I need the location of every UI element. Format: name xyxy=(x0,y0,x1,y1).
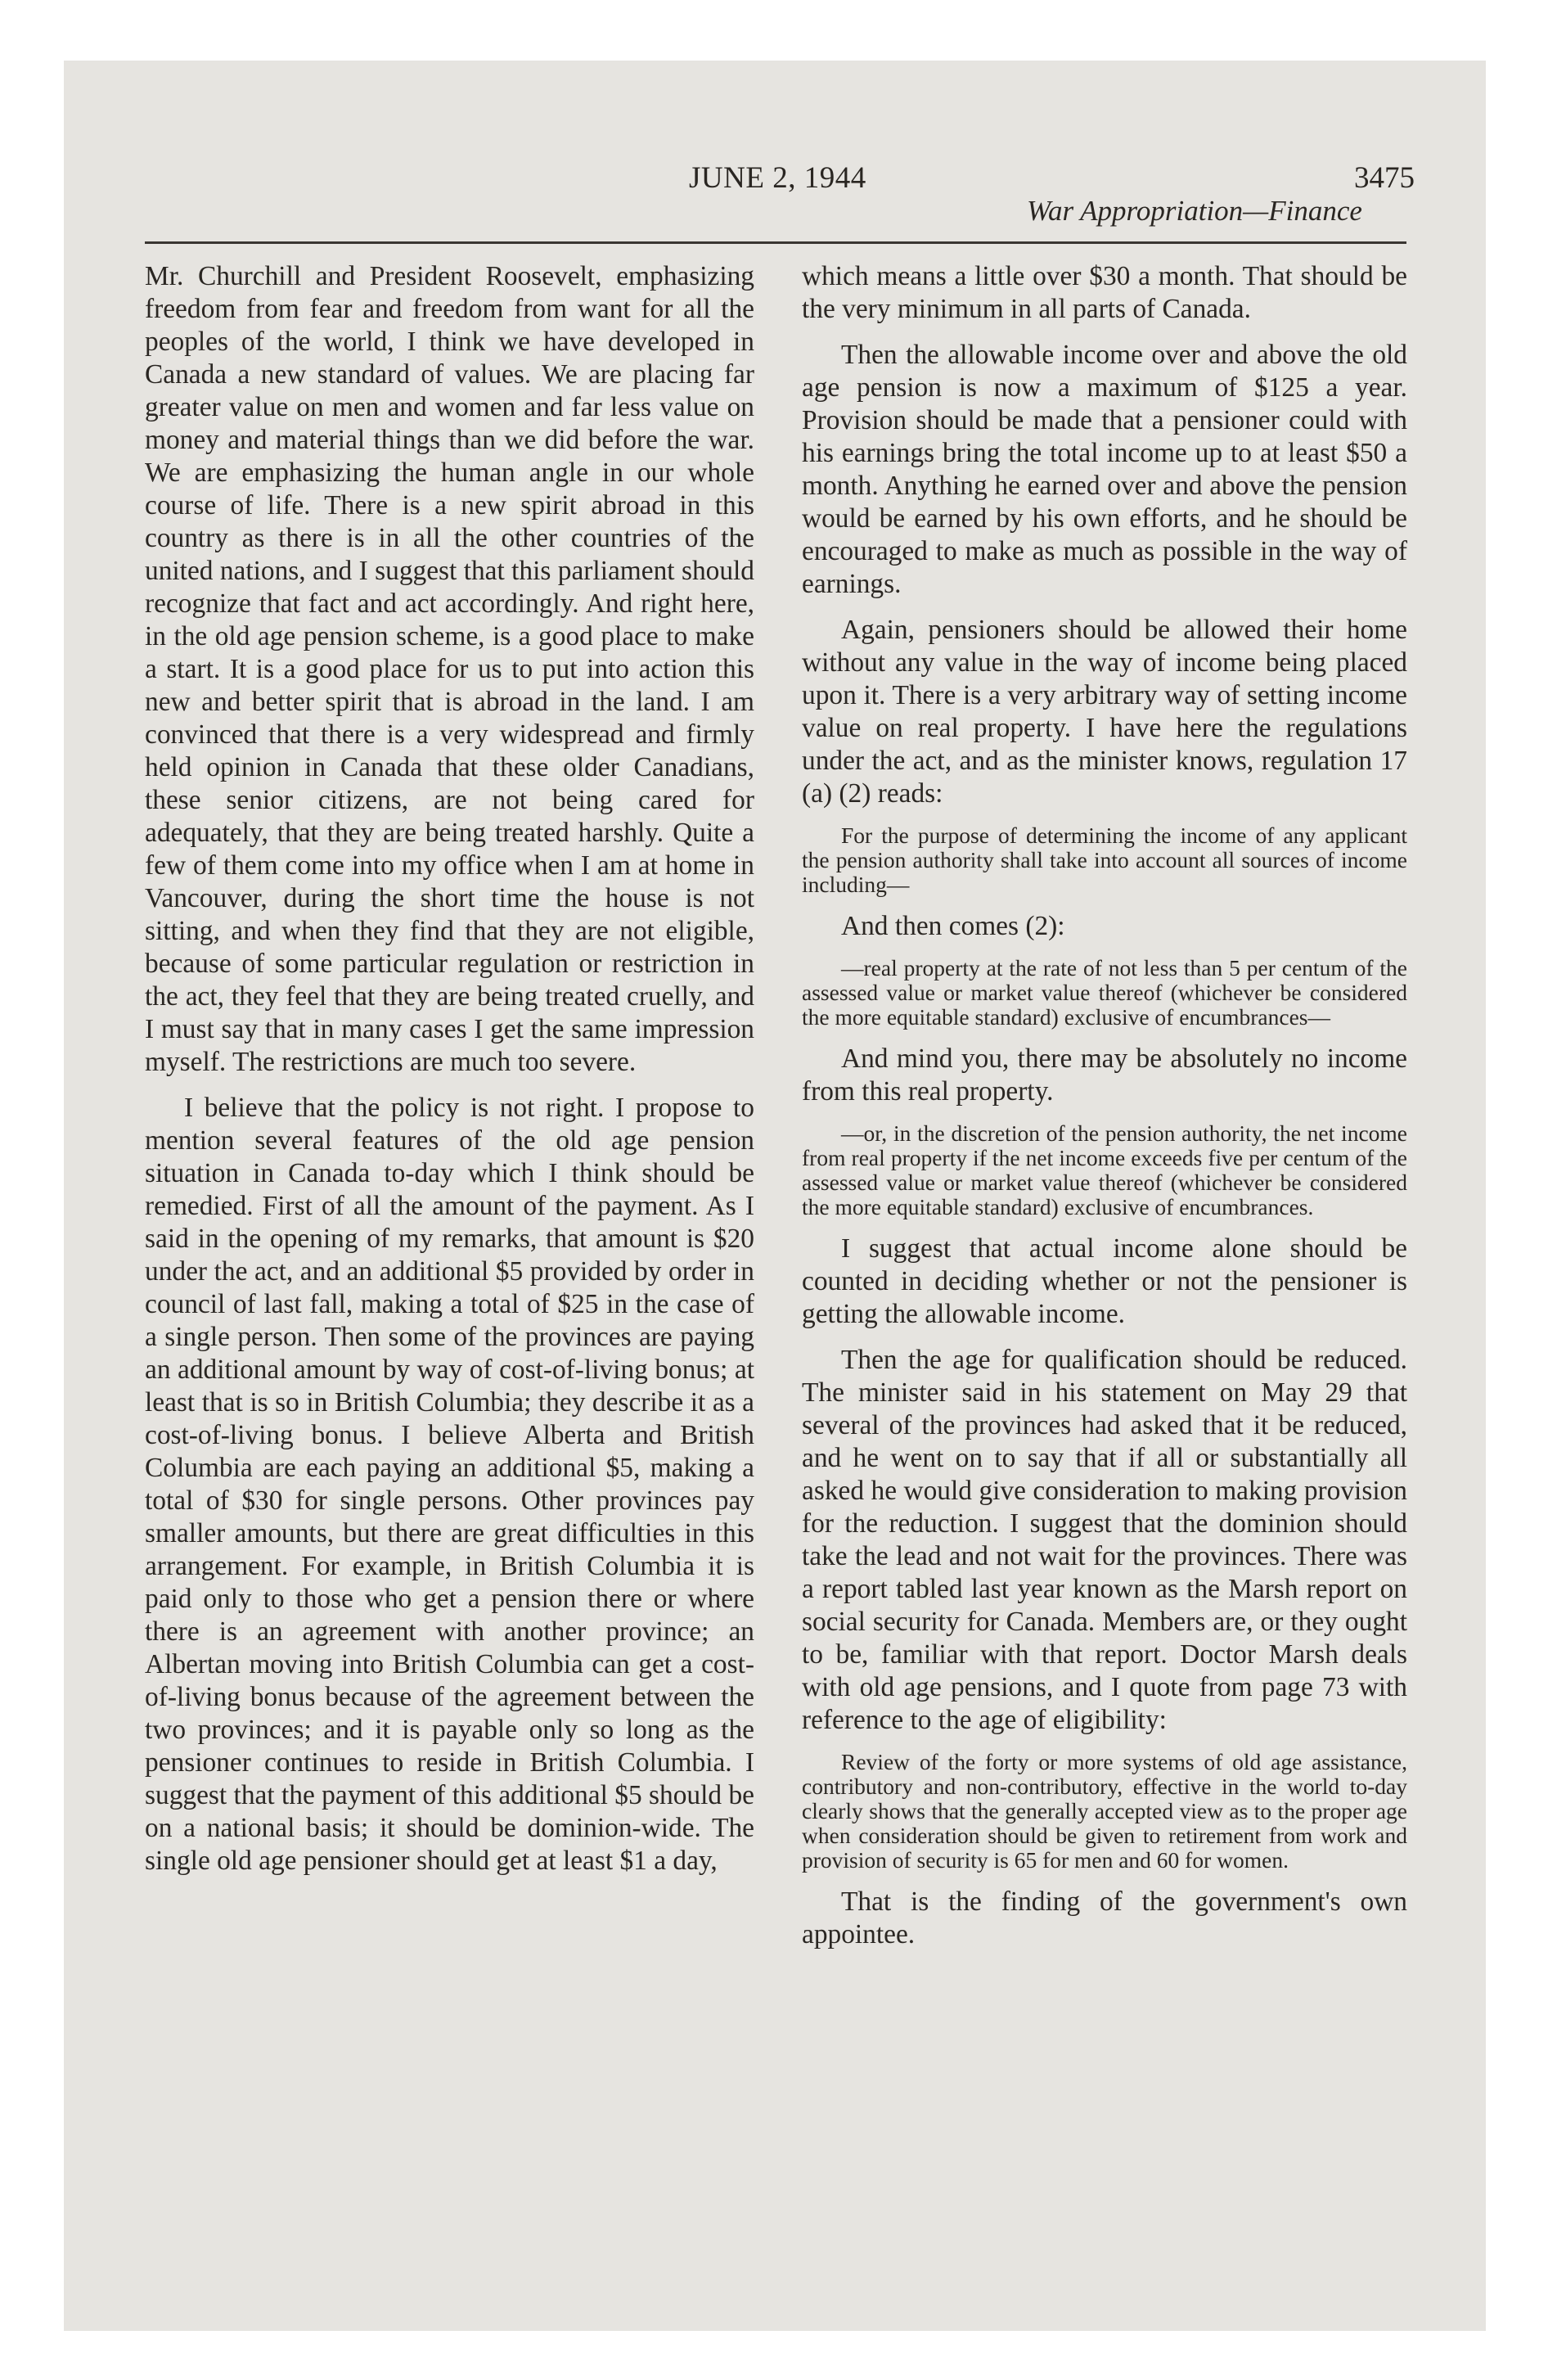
left-column xyxy=(145,260,754,1891)
header-date: JUNE 2, 1944 xyxy=(689,161,866,195)
right-paragraph-7: Then the age for qualification should be reduced. The minister said in his statement on May 29 that several of the provinces had asked that it be reduced, and he went on to say that if all or substantially all asked he would give consideration to making provision for the reduction. I suggest that the dominion should take the lead and not wait for the provinces. There was a report tabled last year known as the Marsh report on social security for Canada. Members are, or they ought to be, familiar with that report. Doctor Marsh deals with old age pensions, and I quote from page 73 with reference to the age of eligibility: xyxy=(802,1345,1407,1735)
page-header xyxy=(0,0,1548,227)
regulation-quote-1: For the purpose of determining the income of any applicant the pension authority shall take into account all sources of income including— xyxy=(802,823,1407,897)
left-paragraph-1: Mr. Churchill and President Roosevelt, emphasizing freedom from fear and freedom from want for all the peoples of the world, I think we have developed in Canada a new standard of values. We are placing far greater value on men and women and far less value on money and material things than we did before the war. We are emphasizing the human angle in our whole course of life. There is a new spirit abroad in this country as there is in all the other countries of the united nations, and I suggest that this parliament should recognize that fact and act accordingly. And right here, in the old age pension scheme, is a good place to make a start. It is a good place for us to put into action this new and better spirit that is abroad in the land. I am convinced that there is a very widespread and firmly held opinion in Canada that these older Canadians, these senior citizens, are not being cared for adequately, that they are being treated harshly. Quite a few of them come into my office when I am at home in Vancouver, during the short time the house is not sitting, and when they find that they are not eligible, because of some particular regulation or restriction in the act, they feel that they are being treated cruelly, and I must say that in many cases I get the same impression myself. The restrictions are much too severe. xyxy=(145,261,754,1077)
right-column xyxy=(802,260,1407,1964)
regulation-quote-3: —or, in the discretion of the pension authority, the net income from real property if the net income exceeds five per centum of the assessed value or market value thereof (whichever be considered the more equitable standard) exclusive of encumbrances. xyxy=(802,1120,1407,1219)
right-paragraph-4: And then comes (2): xyxy=(841,911,1065,941)
regulation-quote-2: —real property at the rate of not less than 5 per centum of the assessed value or market value thereof (whichever be considered the more equitable standard) exclusive of encumbrances— xyxy=(802,955,1407,1030)
right-paragraph-5: And mind you, there may be absolutely no income from this real property. xyxy=(802,1044,1407,1107)
left-paragraph-2: I believe that the policy is not right. I propose to mention several features of the old age pension situation in Canada to-day which I think should be remedied. First of all the amount of the payment. As I said in the opening of my remarks, that amount is $20 under the act, and an additional $5 provided by order in council of last fall, making a total of $25 in the case of a single person. Then some of the provinces are paying an additional amount by way of cost-of-living bonus; at least that is so in British Columbia; they describe it as a cost-of-living bonus. I believe Alberta and British Columbia are each paying an additional $5, making a total of $30 for single persons. Other provinces pay smaller amounts, but there are great difficulties in this arrangement. For example, in British Columbia it is paid only to those who get a pension there or where there is an agreement with another province; an Albertan moving into British Columbia can get a cost-of-living bonus because of the agreement between the two provinces; and it is payable only so long as the pensioner continues to reside in British Columbia. I suggest that the payment of this additional $5 should be on a national basis; it should be dominion-wide. The single old age pensioner should get at least $1 a day, xyxy=(145,1093,754,1876)
right-paragraph-2: Then the allowable income over and above the old age pension is now a maximum of $125 a year. Provision should be made that a pensioner could with his earnings bring the total income up to at least $50 a month. Anything he earned over and above the pension would be earned by his own efforts, and he should be encouraged to make as much as possible in the way of earnings. xyxy=(802,340,1407,599)
right-paragraph-3: Again, pensioners should be allowed their home without any value in the way of income being placed upon it. There is a very arbitrary way of setting income value on real property. I have here the regulations under the act, and as the minister knows, regulation 17 (a) (2) reads: xyxy=(802,615,1407,809)
right-paragraph-1: which means a little over $30 a month. That should be the very minimum in all parts of Canada. xyxy=(802,261,1407,324)
header-page-number: 3475 xyxy=(1354,161,1415,195)
header-rule xyxy=(145,241,1406,244)
right-paragraph-6: I suggest that actual income alone should be counted in deciding whether or not the pensioner is getting the allowable income. xyxy=(802,1233,1407,1329)
header-running-title: War Appropriation—Finance xyxy=(1027,195,1362,227)
right-paragraph-8: That is the finding of the government's own appointee. xyxy=(802,1886,1407,1950)
marsh-report-quote: Review of the forty or more systems of old age assistance, contributory and non-contributory, effective in the world to-day clearly shows that the generally accepted view as to the proper age when consideration should be given to retirement from work and provision of security is 65 for men and 60 for women. xyxy=(802,1749,1407,1873)
